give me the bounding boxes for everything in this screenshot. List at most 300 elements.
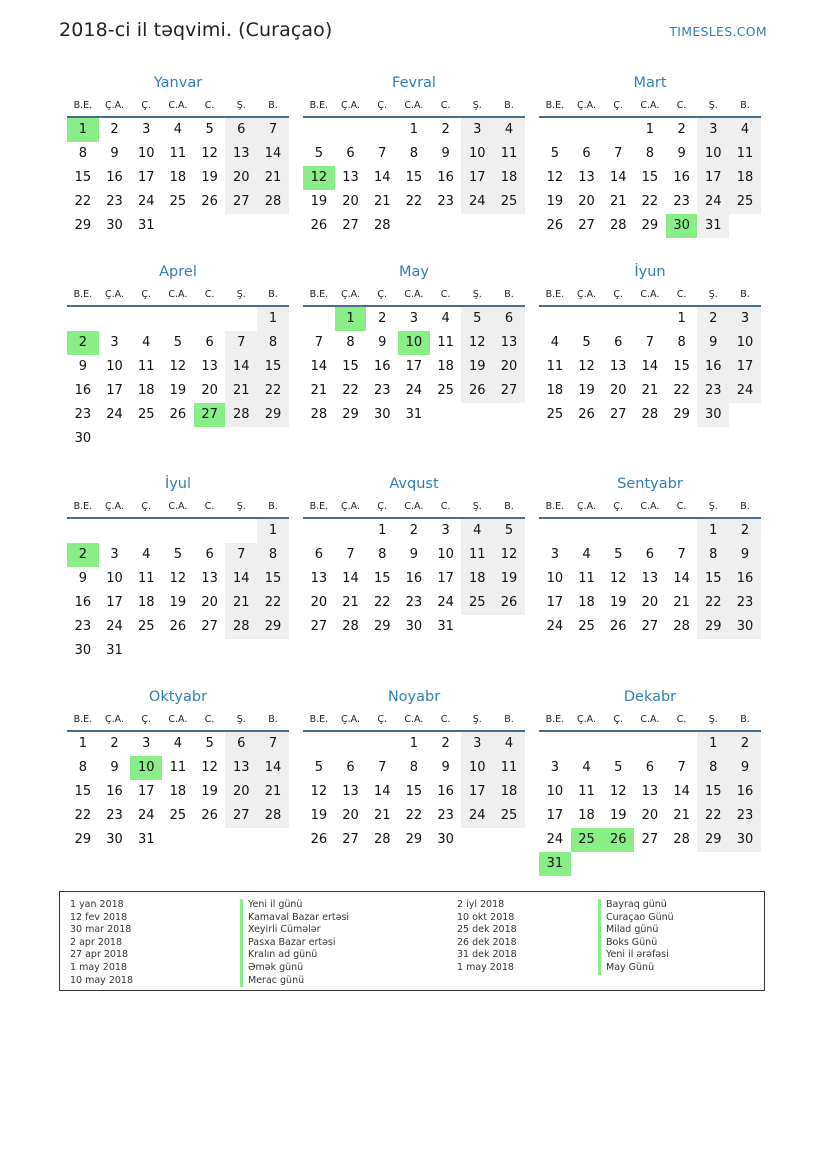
day-grid (539, 307, 761, 427)
holiday-entry: Curaçao Günü (598, 912, 674, 925)
empty-cell (194, 519, 226, 543)
day-cell: 23 (74, 619, 92, 634)
day-cell: 15 (641, 170, 659, 185)
empty-cell (130, 519, 162, 543)
weekday-label: Ç. (613, 500, 624, 512)
holiday-day: 1 (67, 118, 99, 142)
day-cell: 10 (461, 142, 493, 166)
weekday-label: Ç. (141, 288, 152, 300)
day-cell: 13 (641, 784, 659, 799)
month-name: Fevral (392, 75, 436, 91)
day-cell: 17 (437, 571, 454, 586)
holiday-entry: 31 dek 2018 (457, 949, 517, 961)
day-cell: 27 (225, 190, 257, 214)
weekday-label: B.E. (73, 500, 93, 512)
day-cell: 6 (645, 760, 655, 775)
day-cell: 22 (673, 383, 690, 398)
day-cell: 10 (546, 784, 564, 799)
month-calendar (539, 71, 761, 238)
holiday-day: 25 (571, 828, 603, 852)
day-cell: 7 (677, 547, 686, 562)
day-cell: 28 (225, 615, 257, 639)
day-cell: 12 (578, 359, 595, 374)
day-cell: 9 (110, 760, 119, 775)
day-cell: 10 (437, 547, 454, 562)
empty-cell (571, 519, 603, 543)
day-grid (67, 519, 289, 663)
weekday-label: B.E. (73, 288, 93, 300)
brand-link[interactable]: TIMESLES.COM (669, 24, 767, 39)
weekday-label: C. (204, 99, 215, 111)
day-cell: 2 (409, 523, 419, 538)
weekday-label: Ş. (236, 713, 246, 725)
weekday-label: C.A. (640, 713, 660, 725)
holiday-day: 31 (539, 852, 571, 876)
weekday-label: C.A. (404, 713, 424, 725)
holiday-entry: Əmək günü (240, 962, 349, 975)
day-cell: 16 (405, 571, 423, 586)
day-cell: 11 (729, 142, 761, 166)
day-cell: 16 (697, 355, 729, 379)
day-cell: 19 (169, 383, 187, 398)
month-name: Avqust (389, 476, 439, 492)
day-cell: 2 (378, 311, 387, 326)
weekday-label: B.E. (309, 500, 329, 512)
day-cell: 25 (546, 407, 564, 422)
day-cell: 1 (645, 122, 655, 137)
day-cell: 19 (609, 595, 627, 610)
day-cell: 25 (437, 383, 454, 398)
day-cell: 7 (614, 146, 623, 161)
month-name: Dekabr (623, 689, 677, 705)
day-cell: 11 (546, 359, 564, 374)
day-cell: 27 (201, 619, 218, 634)
day-cell: 5 (173, 547, 183, 562)
day-cell: 11 (137, 571, 155, 586)
day-cell: 16 (437, 170, 454, 185)
day-cell: 25 (137, 619, 155, 634)
day-cell: 22 (257, 379, 289, 403)
day-cell: 31 (137, 218, 155, 233)
day-cell: 10 (106, 571, 123, 586)
day-cell: 10 (729, 331, 761, 355)
weekday-header (303, 709, 525, 729)
day-cell: 12 (493, 543, 525, 567)
weekday-label: Ç. (377, 99, 388, 111)
day-cell: 6 (225, 118, 257, 142)
day-cell: 22 (405, 808, 423, 823)
day-grid (303, 519, 525, 639)
day-cell: 24 (729, 379, 761, 403)
day-cell: 16 (437, 784, 454, 799)
day-cell: 19 (310, 194, 328, 209)
day-cell: 13 (578, 170, 595, 185)
day-cell: 23 (106, 194, 123, 209)
month-name: Yanvar (153, 75, 203, 91)
day-cell: 17 (137, 784, 155, 799)
day-cell: 26 (201, 194, 218, 209)
day-cell: 15 (697, 780, 729, 804)
day-cell: 17 (106, 595, 123, 610)
month-calendar (539, 685, 761, 876)
day-cell: 24 (137, 194, 155, 209)
holiday-day: 2 (67, 331, 99, 355)
day-grid (67, 732, 289, 852)
day-cell: 27 (641, 619, 659, 634)
day-cell: 1 (409, 122, 419, 137)
empty-cell (571, 732, 603, 756)
day-cell: 23 (437, 194, 454, 209)
empty-cell (225, 307, 257, 331)
month-name: May (399, 264, 429, 280)
month-name: İyun (634, 264, 666, 280)
weekday-label: Ç.A. (577, 288, 597, 300)
day-cell: 8 (677, 335, 686, 350)
day-cell: 13 (225, 756, 257, 780)
day-cell: 3 (550, 547, 559, 562)
day-cell: 2 (729, 519, 761, 543)
weekday-label: C. (676, 99, 687, 111)
weekday-label: C.A. (404, 288, 424, 300)
day-cell: 15 (673, 359, 690, 374)
weekday-label: Ç. (377, 713, 388, 725)
weekday-header (67, 284, 289, 304)
weekday-header (303, 95, 525, 115)
day-cell: 1 (257, 307, 289, 331)
day-cell: 27 (641, 832, 659, 847)
day-cell: 29 (342, 407, 359, 422)
day-cell: 25 (169, 808, 187, 823)
day-cell: 5 (314, 760, 323, 775)
day-cell: 14 (673, 784, 690, 799)
day-cell: 11 (169, 760, 187, 775)
day-cell: 26 (461, 379, 493, 403)
day-cell: 12 (546, 170, 564, 185)
holiday-entry: 27 apr 2018 (70, 949, 129, 961)
empty-cell (130, 307, 162, 331)
empty-cell (162, 307, 194, 331)
day-cell: 28 (342, 619, 359, 634)
empty-cell (366, 118, 398, 142)
day-cell: 24 (106, 407, 123, 422)
day-cell: 13 (342, 784, 359, 799)
day-cell: 10 (137, 146, 155, 161)
day-cell: 12 (201, 146, 218, 161)
weekday-label: B.E. (309, 288, 329, 300)
day-cell: 5 (582, 335, 591, 350)
weekday-label: B. (740, 500, 750, 512)
day-cell: 1 (378, 523, 387, 538)
day-cell: 17 (137, 170, 155, 185)
day-cell: 29 (257, 615, 289, 639)
day-cell: 21 (225, 591, 257, 615)
day-cell: 12 (609, 784, 627, 799)
day-cell: 9 (378, 335, 387, 350)
day-cell: 18 (729, 166, 761, 190)
day-cell: 18 (546, 383, 564, 398)
empty-cell (634, 519, 666, 543)
day-cell: 5 (493, 519, 525, 543)
holiday-day: 27 (194, 403, 226, 427)
day-cell: 28 (673, 832, 690, 847)
day-cell: 17 (106, 383, 123, 398)
holiday-entry: 2 iyl 2018 (457, 899, 505, 910)
day-cell: 16 (106, 170, 123, 185)
weekday-label: C.A. (404, 99, 424, 111)
day-cell: 19 (609, 808, 627, 823)
day-cell: 19 (169, 595, 187, 610)
day-cell: 7 (346, 547, 355, 562)
day-cell: 18 (578, 808, 595, 823)
month-calendar (67, 71, 289, 238)
weekday-header (303, 284, 525, 304)
day-cell: 22 (74, 808, 92, 823)
day-cell: 24 (461, 804, 493, 828)
day-cell: 27 (310, 619, 328, 634)
day-cell: 26 (310, 218, 328, 233)
day-cell: 18 (169, 170, 187, 185)
day-cell: 20 (641, 808, 659, 823)
day-cell: 9 (409, 547, 419, 562)
day-cell: 20 (201, 595, 218, 610)
weekday-label: B.E. (545, 500, 565, 512)
day-grid (67, 307, 289, 451)
day-cell: 12 (201, 760, 218, 775)
day-cell: 3 (550, 760, 559, 775)
day-cell: 12 (310, 784, 328, 799)
day-cell: 30 (729, 828, 761, 852)
day-cell: 7 (378, 146, 387, 161)
day-cell: 6 (205, 335, 214, 350)
weekday-header (539, 496, 761, 516)
day-cell: 5 (205, 122, 214, 137)
holiday-entry: 26 dek 2018 (457, 936, 517, 948)
day-cell: 24 (546, 832, 564, 847)
day-cell: 6 (582, 146, 591, 161)
day-cell: 31 (405, 407, 423, 422)
day-cell: 8 (697, 756, 729, 780)
day-cell: 6 (645, 547, 655, 562)
day-cell: 2 (441, 122, 450, 137)
day-cell: 8 (409, 760, 419, 775)
day-cell: 24 (461, 190, 493, 214)
weekday-label: Ç.A. (105, 99, 125, 111)
weekday-label: Ş. (472, 99, 482, 111)
day-cell: 14 (342, 571, 359, 586)
weekday-header (67, 95, 289, 115)
day-cell: 16 (673, 170, 690, 185)
empty-cell (194, 307, 226, 331)
empty-cell (539, 118, 571, 142)
day-cell: 9 (110, 146, 119, 161)
weekday-label: B.E. (545, 99, 565, 111)
day-cell: 9 (729, 543, 761, 567)
day-cell: 11 (437, 335, 454, 350)
weekday-label: B. (740, 288, 750, 300)
day-cell: 6 (205, 547, 214, 562)
day-cell: 20 (342, 808, 359, 823)
day-grid (303, 307, 525, 427)
empty-cell (634, 732, 666, 756)
weekday-label: Ç.A. (341, 288, 361, 300)
day-cell: 13 (225, 142, 257, 166)
day-cell: 29 (697, 828, 729, 852)
weekday-label: B. (268, 500, 278, 512)
weekday-label: Ç.A. (341, 500, 361, 512)
day-grid (303, 118, 525, 238)
day-cell: 7 (677, 760, 686, 775)
day-cell: 19 (546, 194, 564, 209)
day-cell: 1 (697, 519, 729, 543)
day-cell: 31 (106, 643, 123, 658)
day-cell: 21 (310, 383, 328, 398)
weekday-label: Ş. (472, 500, 482, 512)
month-calendar (303, 685, 525, 852)
day-cell: 23 (106, 808, 123, 823)
weekday-label: Ç.A. (577, 99, 597, 111)
day-cell: 25 (493, 804, 525, 828)
day-cell: 12 (609, 571, 627, 586)
day-cell: 7 (225, 543, 257, 567)
day-cell: 14 (673, 571, 690, 586)
day-cell: 24 (546, 619, 564, 634)
day-cell: 1 (697, 732, 729, 756)
day-cell: 25 (169, 194, 187, 209)
empty-cell (335, 732, 367, 756)
day-cell: 27 (225, 804, 257, 828)
day-cell: 21 (641, 383, 659, 398)
holiday-entry: 1 may 2018 (457, 961, 514, 973)
weekday-label: Ç.A. (105, 500, 125, 512)
day-cell: 30 (106, 832, 123, 847)
month-calendar (303, 472, 525, 639)
day-cell: 14 (373, 784, 391, 799)
day-cell: 13 (201, 571, 218, 586)
day-cell: 18 (169, 784, 187, 799)
day-cell: 18 (493, 780, 525, 804)
weekday-label: Ç.A. (577, 713, 597, 725)
weekday-label: Ş. (472, 713, 482, 725)
day-cell: 17 (546, 595, 564, 610)
day-cell: 3 (142, 736, 151, 751)
day-cell: 21 (673, 808, 690, 823)
weekday-label: C. (676, 713, 687, 725)
day-cell: 8 (257, 543, 289, 567)
day-cell: 18 (493, 166, 525, 190)
day-cell: 27 (493, 379, 525, 403)
empty-cell (99, 307, 131, 331)
empty-cell (335, 118, 367, 142)
weekday-label: B.E. (545, 713, 565, 725)
month-name: Noyabr (387, 689, 441, 705)
day-cell: 31 (437, 619, 454, 634)
day-cell: 5 (173, 335, 183, 350)
day-cell: 8 (378, 547, 387, 562)
day-cell: 28 (609, 218, 627, 233)
day-cell: 30 (373, 407, 391, 422)
weekday-label: C.A. (404, 500, 424, 512)
day-cell: 14 (225, 567, 257, 591)
holiday-entry: 25 dek 2018 (457, 924, 517, 936)
weekday-label: Ş. (472, 288, 482, 300)
weekday-label: Ş. (236, 99, 246, 111)
weekday-label: Ş. (708, 713, 718, 725)
day-cell: 27 (342, 832, 359, 847)
day-cell: 23 (373, 383, 391, 398)
empty-cell (67, 307, 99, 331)
day-cell: 24 (437, 595, 454, 610)
month-calendar (67, 685, 289, 852)
day-cell: 8 (257, 331, 289, 355)
day-cell: 7 (257, 118, 289, 142)
empty-cell (602, 118, 634, 142)
day-cell: 16 (106, 784, 123, 799)
day-cell: 27 (342, 218, 359, 233)
page-title: 2018-ci il təqvimi. (Curaçao) (59, 19, 333, 41)
weekday-header (303, 496, 525, 516)
day-cell: 7 (225, 331, 257, 355)
day-cell: 13 (310, 571, 328, 586)
day-cell: 24 (405, 383, 423, 398)
holiday-entry: Yeni il ərəfəsi (598, 949, 674, 962)
day-cell: 14 (225, 355, 257, 379)
day-cell: 25 (493, 190, 525, 214)
day-cell: 23 (437, 808, 454, 823)
month-name: Mart (633, 75, 667, 91)
day-cell: 29 (74, 218, 92, 233)
day-cell: 9 (441, 146, 450, 161)
day-cell: 17 (546, 808, 564, 823)
day-cell: 28 (225, 403, 257, 427)
day-cell: 5 (314, 146, 323, 161)
day-cell: 2 (110, 122, 119, 137)
day-cell: 26 (546, 218, 564, 233)
day-cell: 19 (493, 567, 525, 591)
day-cell: 20 (493, 355, 525, 379)
day-cell: 16 (373, 359, 391, 374)
day-cell: 8 (697, 543, 729, 567)
day-cell: 22 (697, 804, 729, 828)
day-cell: 30 (74, 431, 92, 446)
weekday-label: Ş. (236, 288, 246, 300)
day-cell: 14 (641, 359, 659, 374)
weekday-label: B. (268, 713, 278, 725)
day-cell: 23 (673, 194, 690, 209)
empty-cell (539, 732, 571, 756)
day-cell: 29 (405, 832, 423, 847)
day-cell: 5 (614, 547, 623, 562)
holiday-dates-left (70, 899, 133, 987)
day-cell: 5 (461, 307, 493, 331)
day-cell: 26 (169, 407, 187, 422)
weekday-label: C. (204, 288, 215, 300)
weekday-header (67, 709, 289, 729)
weekday-label: B.E. (73, 99, 93, 111)
weekday-label: B. (504, 99, 514, 111)
empty-cell (571, 307, 603, 331)
day-cell: 30 (106, 218, 123, 233)
weekday-label: C. (440, 99, 451, 111)
day-cell: 17 (461, 166, 493, 190)
weekday-label: B.E. (545, 288, 565, 300)
day-cell: 21 (225, 379, 257, 403)
day-cell: 1 (257, 519, 289, 543)
day-cell: 15 (257, 567, 289, 591)
holiday-day: 10 (130, 756, 162, 780)
day-cell: 3 (697, 118, 729, 142)
day-cell: 5 (205, 736, 214, 751)
day-cell: 10 (461, 756, 493, 780)
